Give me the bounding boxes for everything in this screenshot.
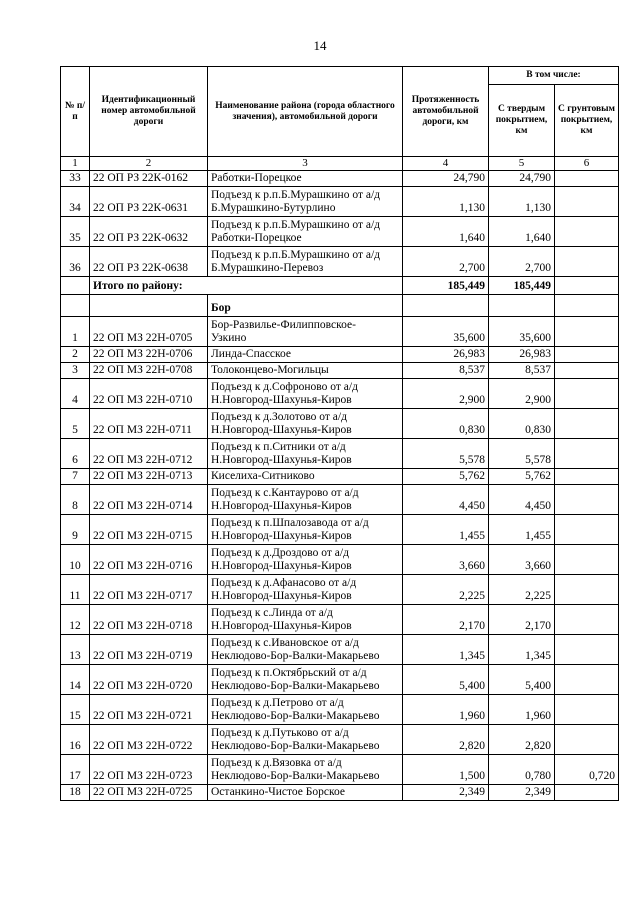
table-row	[61, 485, 619, 515]
row-number: 3	[61, 363, 90, 379]
road-dirt-surface	[555, 247, 619, 277]
road-hard-surface: 2,700	[489, 247, 555, 277]
road-id: 22 ОП МЗ 22Н-0713	[90, 469, 208, 485]
road-name: Подъезд к п.Шпалозавода от а/д Н.Новгород-Шахунья-Киров	[208, 515, 403, 545]
road-length: 2,900	[403, 379, 489, 409]
row-number: 8	[61, 485, 90, 515]
road-hard-surface: 3,660	[489, 545, 555, 575]
road-length: 2,700	[403, 247, 489, 277]
road-hard-surface: 26,983	[489, 347, 555, 363]
table-row	[61, 379, 619, 409]
total-hard: 185,449	[489, 277, 555, 295]
table-row	[61, 347, 619, 363]
road-name: Подъезд к с.Линда от а/д Н.Новгород-Шахунья-Киров	[208, 605, 403, 635]
road-id: 22 ОП МЗ 22Н-0716	[90, 545, 208, 575]
section-title: Бор	[208, 295, 403, 317]
road-length: 1,960	[403, 695, 489, 725]
road-dirt-surface: 0,720	[555, 755, 619, 785]
total-label: Итого по району:	[90, 277, 403, 295]
road-name: Подъезд к р.п.Б.Мурашкино от а/д Б.Мурашкино-Перевоз	[208, 247, 403, 277]
page-number: 14	[313, 38, 327, 53]
road-name: Подъезд к р.п.Б.Мурашкино от а/д Б.Мурашкино-Бутурлино	[208, 187, 403, 217]
colnum-6: 6	[555, 157, 619, 171]
header-no: № п/п	[61, 67, 90, 157]
road-length: 26,983	[403, 347, 489, 363]
row-number: 36	[61, 247, 90, 277]
road-dirt-surface	[555, 409, 619, 439]
road-dirt-surface	[555, 347, 619, 363]
road-length: 24,790	[403, 171, 489, 187]
road-dirt-surface	[555, 363, 619, 379]
header-name: Наименование района (города областного значения), автомобильной дороги	[208, 67, 403, 157]
road-dirt-surface	[555, 725, 619, 755]
road-hard-surface: 1,345	[489, 635, 555, 665]
road-id: 22 ОП МЗ 22Н-0718	[90, 605, 208, 635]
roads-table	[60, 66, 619, 801]
road-length: 1,455	[403, 515, 489, 545]
road-id: 22 ОП МЗ 22Н-0725	[90, 785, 208, 801]
road-length: 1,130	[403, 187, 489, 217]
road-name: Подъезд к д.Путьково от а/д Неклюдово-Бор-Валки-Макарьево	[208, 725, 403, 755]
row-number: 16	[61, 725, 90, 755]
road-length: 1,500	[403, 755, 489, 785]
road-dirt-surface	[555, 605, 619, 635]
road-name: Подъезд к с.Ивановское от а/д Неклюдово-Бор-Валки-Макарьево	[208, 635, 403, 665]
road-dirt-surface	[555, 171, 619, 187]
road-dirt-surface	[555, 485, 619, 515]
road-dirt-surface	[555, 379, 619, 409]
row-number: 35	[61, 217, 90, 247]
total-dirt	[555, 277, 619, 295]
row-number: 9	[61, 515, 90, 545]
road-hard-surface: 5,578	[489, 439, 555, 469]
section-row	[61, 295, 619, 317]
table-row	[61, 755, 619, 785]
road-id: 22 ОП МЗ 22Н-0711	[90, 409, 208, 439]
road-length: 2,349	[403, 785, 489, 801]
road-hard-surface: 35,600	[489, 317, 555, 347]
row-number: 14	[61, 665, 90, 695]
row-number: 18	[61, 785, 90, 801]
table-row	[61, 469, 619, 485]
road-length: 5,578	[403, 439, 489, 469]
table-row	[61, 605, 619, 635]
road-hard-surface: 1,960	[489, 695, 555, 725]
road-name: Подъезд к р.п.Б.Мурашкино от а/д Работки-Порецкое	[208, 217, 403, 247]
road-name: Подъезд к д.Петрово от а/д Неклюдово-Бор-Валки-Макарьево	[208, 695, 403, 725]
row-number: 10	[61, 545, 90, 575]
road-hard-surface: 2,170	[489, 605, 555, 635]
table-row	[61, 363, 619, 379]
table-row	[61, 545, 619, 575]
road-length: 2,820	[403, 725, 489, 755]
table-row	[61, 187, 619, 217]
table-row	[61, 439, 619, 469]
colnum-1: 1	[61, 157, 90, 171]
road-id: 22 ОП РЗ 22К-0638	[90, 247, 208, 277]
road-hard-surface: 5,762	[489, 469, 555, 485]
row-number: 34	[61, 187, 90, 217]
road-dirt-surface	[555, 635, 619, 665]
table-row	[61, 515, 619, 545]
road-hard-surface: 24,790	[489, 171, 555, 187]
total-row	[61, 277, 619, 295]
road-dirt-surface	[555, 515, 619, 545]
road-name: Подъезд к д.Вязовка от а/д Неклюдово-Бор-Валки-Макарьево	[208, 755, 403, 785]
road-length: 35,600	[403, 317, 489, 347]
table-row	[61, 217, 619, 247]
road-id: 22 ОП МЗ 22Н-0714	[90, 485, 208, 515]
row-number: 6	[61, 439, 90, 469]
table-row	[61, 575, 619, 605]
road-name: Подъезд к д.Дроздово от а/д Н.Новгород-Шахунья-Киров	[208, 545, 403, 575]
road-hard-surface: 8,537	[489, 363, 555, 379]
road-hard-surface: 0,780	[489, 755, 555, 785]
row-number: 12	[61, 605, 90, 635]
road-hard-surface: 2,900	[489, 379, 555, 409]
road-length: 5,400	[403, 665, 489, 695]
road-id: 22 ОП МЗ 22Н-0712	[90, 439, 208, 469]
row-number: 2	[61, 347, 90, 363]
total-no	[61, 277, 90, 295]
road-id: 22 ОП МЗ 22Н-0710	[90, 379, 208, 409]
colnum-3: 3	[208, 157, 403, 171]
road-id: 22 ОП МЗ 22Н-0722	[90, 725, 208, 755]
road-name: Линда-Спасское	[208, 347, 403, 363]
road-dirt-surface	[555, 785, 619, 801]
row-number: 33	[61, 171, 90, 187]
road-id: 22 ОП РЗ 22К-0631	[90, 187, 208, 217]
table-row	[61, 171, 619, 187]
road-hard-surface: 1,455	[489, 515, 555, 545]
road-name: Киселиха-Ситниково	[208, 469, 403, 485]
row-number: 1	[61, 317, 90, 347]
road-length: 0,830	[403, 409, 489, 439]
road-hard-surface: 5,400	[489, 665, 555, 695]
row-number: 4	[61, 379, 90, 409]
road-hard-surface: 4,450	[489, 485, 555, 515]
road-length: 5,762	[403, 469, 489, 485]
row-number: 11	[61, 575, 90, 605]
road-name: Подъезд к д.Золотово от а/д Н.Новгород-Шахунья-Киров	[208, 409, 403, 439]
road-id: 22 ОП МЗ 22Н-0721	[90, 695, 208, 725]
road-hard-surface: 1,130	[489, 187, 555, 217]
road-id: 22 ОП МЗ 22Н-0723	[90, 755, 208, 785]
table-row	[61, 665, 619, 695]
road-id: 22 ОП РЗ 22К-0632	[90, 217, 208, 247]
row-number: 13	[61, 635, 90, 665]
table-row	[61, 635, 619, 665]
header-length: Протяженность автомобильной дороги, км	[403, 67, 489, 157]
road-length: 2,170	[403, 605, 489, 635]
road-id: 22 ОП МЗ 22Н-0720	[90, 665, 208, 695]
road-id: 22 ОП РЗ 22К-0162	[90, 171, 208, 187]
road-name: Подъезд к п.Ситники от а/д Н.Новгород-Шахунья-Киров	[208, 439, 403, 469]
total-length: 185,449	[403, 277, 489, 295]
table-row	[61, 725, 619, 755]
table-row	[61, 317, 619, 347]
road-name: Работки-Порецкое	[208, 171, 403, 187]
header-hard: С твердым покрытием, км	[489, 85, 555, 157]
road-id: 22 ОП МЗ 22Н-0719	[90, 635, 208, 665]
road-name: Подъезд к д.Афанасово от а/д Н.Новгород-Шахунья-Киров	[208, 575, 403, 605]
road-dirt-surface	[555, 317, 619, 347]
road-hard-surface: 2,225	[489, 575, 555, 605]
road-id: 22 ОП МЗ 22Н-0708	[90, 363, 208, 379]
row-number: 7	[61, 469, 90, 485]
road-length: 1,640	[403, 217, 489, 247]
header-including: В том числе:	[489, 67, 619, 85]
colnum-4: 4	[403, 157, 489, 171]
header-id: Идентификационный номер автомобильной дороги	[90, 67, 208, 157]
road-id: 22 ОП МЗ 22Н-0717	[90, 575, 208, 605]
road-length: 2,225	[403, 575, 489, 605]
road-dirt-surface	[555, 469, 619, 485]
row-number: 15	[61, 695, 90, 725]
road-id: 22 ОП МЗ 22Н-0705	[90, 317, 208, 347]
table-row	[61, 409, 619, 439]
road-dirt-surface	[555, 575, 619, 605]
road-hard-surface: 0,830	[489, 409, 555, 439]
table-row	[61, 785, 619, 801]
road-name: Подъезд к с.Кантаурово от а/д Н.Новгород-Шахунья-Киров	[208, 485, 403, 515]
road-dirt-surface	[555, 665, 619, 695]
road-dirt-surface	[555, 545, 619, 575]
road-length: 3,660	[403, 545, 489, 575]
road-dirt-surface	[555, 187, 619, 217]
table-row	[61, 247, 619, 277]
road-name: Подъезд к д.Софроново от а/д Н.Новгород-Шахунья-Киров	[208, 379, 403, 409]
road-id: 22 ОП МЗ 22Н-0706	[90, 347, 208, 363]
road-name: Подъезд к п.Октябрьский от а/д Неклюдово-Бор-Валки-Макарьево	[208, 665, 403, 695]
road-name: Толоконцево-Могильцы	[208, 363, 403, 379]
road-length: 8,537	[403, 363, 489, 379]
road-hard-surface: 2,820	[489, 725, 555, 755]
road-name: Останкино-Чистое Борское	[208, 785, 403, 801]
road-hard-surface: 1,640	[489, 217, 555, 247]
road-hard-surface: 2,349	[489, 785, 555, 801]
row-number: 17	[61, 755, 90, 785]
road-length: 4,450	[403, 485, 489, 515]
road-dirt-surface	[555, 439, 619, 469]
road-length: 1,345	[403, 635, 489, 665]
row-number: 5	[61, 409, 90, 439]
colnum-5: 5	[489, 157, 555, 171]
colnum-2: 2	[90, 157, 208, 171]
table-row	[61, 695, 619, 725]
header-dirt: С грунтовым покрытием, км	[555, 85, 619, 157]
road-dirt-surface	[555, 217, 619, 247]
road-dirt-surface	[555, 695, 619, 725]
road-name: Бор-Развилье-Филипповское- Узкино	[208, 317, 403, 347]
road-id: 22 ОП МЗ 22Н-0715	[90, 515, 208, 545]
